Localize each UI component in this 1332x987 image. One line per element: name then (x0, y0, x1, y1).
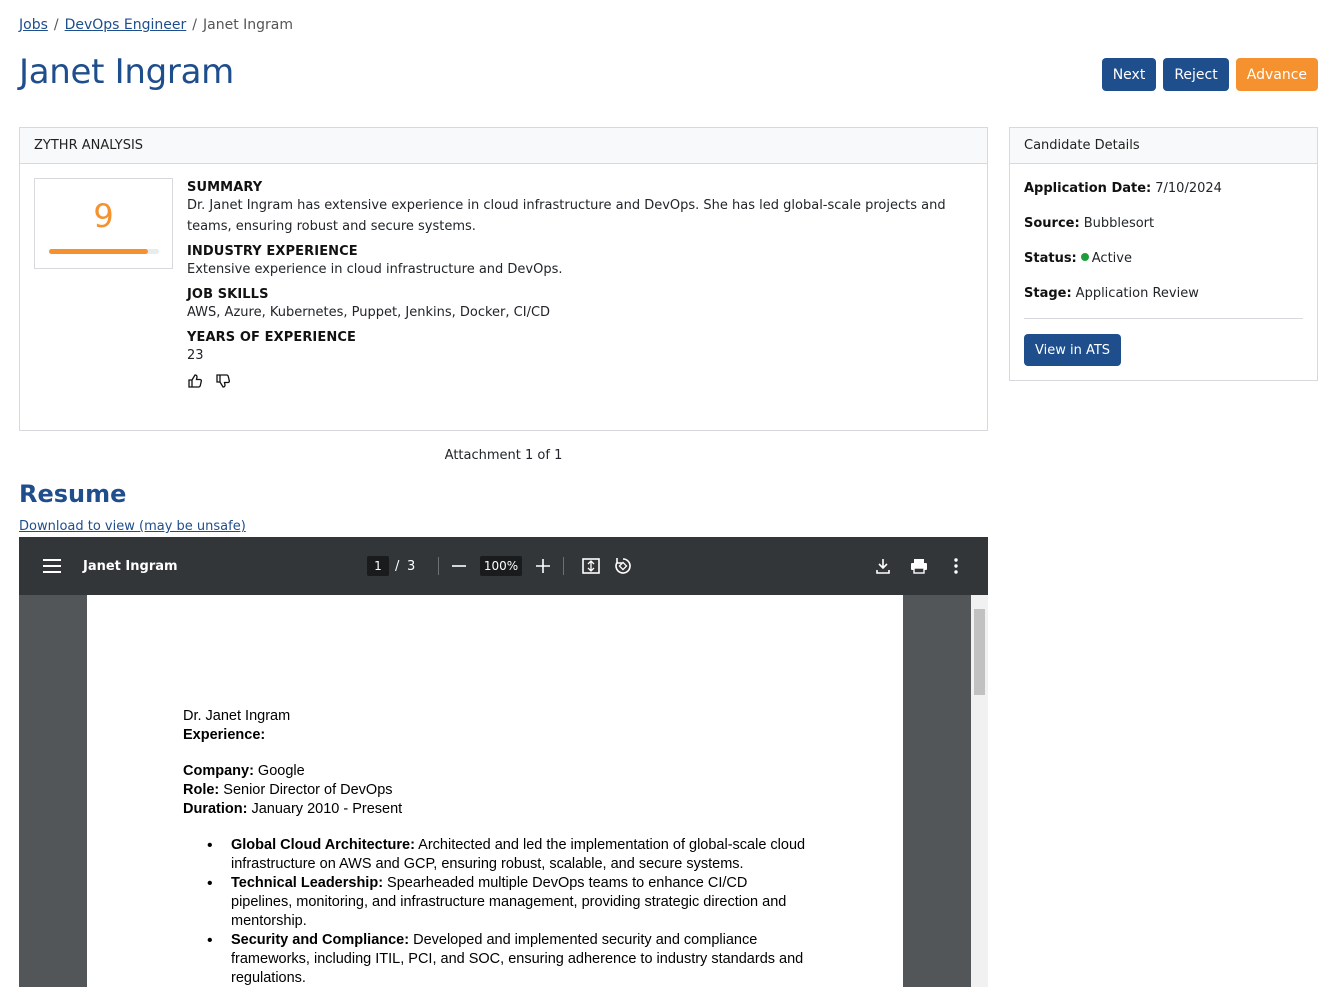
pdf-zoom-input[interactable]: 100% (480, 556, 522, 576)
breadcrumb-jobs-link[interactable]: Jobs (19, 17, 48, 33)
industry-heading: INDUSTRY EXPERIENCE (187, 244, 358, 259)
candidate-actions (1102, 58, 1318, 91)
zoom-in-icon[interactable] (536, 537, 550, 595)
breadcrumb-separator: / (53, 17, 59, 33)
summary-text: Dr. Janet Ingram has extensive experience in cloud infrastructure and DevOps. She has led global-scale projects and teams, ensuring robust and secure systems. (187, 198, 946, 234)
pdf-page-field (367, 537, 389, 595)
summary-heading: SUMMARY (187, 180, 263, 195)
reject-button[interactable]: Reject (1163, 58, 1228, 91)
years-heading: YEARS OF EXPERIENCE (187, 330, 356, 345)
application-date-row (1024, 181, 1222, 196)
menu-icon[interactable] (43, 537, 61, 595)
list-item: • Security and Compliance: Developed and implemented security and compliance frameworks, including ITIL, PCI, and SOC, ensuring adherence to industry standards and regulations. (207, 931, 807, 987)
resume-company-line: Company: Google (183, 763, 305, 779)
source-row (1024, 216, 1154, 231)
print-icon[interactable] (910, 537, 928, 595)
details-header: Candidate Details (1010, 128, 1317, 164)
toolbar-divider (563, 537, 564, 595)
source-label: Source: (1024, 216, 1080, 231)
fit-page-icon[interactable] (582, 537, 600, 595)
attachment-counter: Attachment 1 of 1 (444, 448, 563, 463)
list-item: • Global Cloud Architecture: Architected and led the implementation of global-scale cloud infrastructure on AWS and GCP, ensuring robust, scalable, and secure systems. (207, 836, 807, 874)
status-row (1024, 251, 1132, 266)
skills-text: AWS, Azure, Kubernetes, Puppet, Jenkins, Docker, CI/CD (187, 305, 551, 320)
pdf-page-separator: / (395, 558, 400, 574)
status-value: Active (1091, 251, 1132, 266)
years-text: 23 (187, 348, 204, 363)
candidate-details-card (1009, 127, 1318, 381)
source-value: Bubblesort (1083, 216, 1155, 231)
skills-heading: JOB SKILLS (187, 287, 269, 302)
pdf-page-total: 3 (407, 558, 416, 574)
pdf-page (87, 595, 903, 987)
zythr-analysis-card (19, 127, 988, 431)
resume-role-line: Role: Senior Director of DevOps (183, 782, 393, 798)
pdf-title: Janet Ingram (83, 558, 178, 574)
industry-text: Extensive experience in cloud infrastructure and DevOps. (187, 262, 563, 277)
pdf-viewer (19, 537, 988, 987)
score-box (34, 178, 173, 269)
score-bar (49, 249, 159, 254)
score-bar-fill (49, 249, 148, 254)
stage-value: Application Review (1075, 286, 1199, 301)
breadcrumb (19, 17, 293, 33)
breadcrumb-separator: / (192, 17, 197, 33)
stage-label: Stage: (1024, 286, 1072, 301)
application-date-value: 7/10/2024 (1155, 181, 1222, 196)
download-resume-link[interactable]: Download to view (may be unsafe) (19, 519, 246, 534)
resume-name: Dr. Janet Ingram (183, 708, 291, 724)
pdf-scrollbar[interactable] (971, 595, 988, 987)
page-title: Janet Ingram (19, 52, 234, 92)
details-divider (1024, 318, 1303, 319)
status-label: Status: (1024, 251, 1077, 266)
pdf-scrollbar-thumb[interactable] (974, 609, 985, 695)
breadcrumb-job-link[interactable]: DevOps Engineer (64, 17, 187, 33)
thumbs-down-icon[interactable] (215, 373, 231, 393)
download-icon[interactable] (876, 537, 890, 595)
pdf-page-input[interactable]: 1 (367, 556, 389, 576)
pdf-toolbar (19, 537, 988, 595)
rotate-icon[interactable] (614, 537, 632, 595)
score-value: 9 (93, 197, 114, 235)
resume-bullet-list (207, 836, 807, 987)
zoom-out-icon[interactable] (452, 537, 466, 595)
status-dot-icon (1081, 253, 1089, 261)
view-in-ats-button[interactable]: View in ATS (1024, 334, 1121, 366)
pdf-zoom-field (480, 537, 522, 595)
resume-experience-heading: Experience: (183, 727, 266, 743)
breadcrumb-current: Janet Ingram (203, 17, 293, 33)
resume-duration-line: Duration: January 2010 - Present (183, 801, 403, 817)
analysis-header: ZYTHR ANALYSIS (20, 128, 987, 164)
more-options-icon[interactable] (954, 537, 958, 595)
application-date-label: Application Date: (1024, 181, 1152, 196)
list-item: • Technical Leadership: Spearheaded multiple DevOps teams to enhance CI/CD pipelines, monitoring, and infrastructure management, providing strategic direction and mentorship. (207, 874, 807, 931)
analysis-body (187, 180, 977, 393)
advance-button[interactable]: Advance (1236, 58, 1318, 91)
thumbs-up-icon[interactable] (187, 373, 203, 393)
resume-heading: Resume (19, 480, 127, 508)
stage-row (1024, 286, 1199, 301)
toolbar-divider (438, 537, 439, 595)
feedback-controls (187, 373, 977, 393)
next-button[interactable]: Next (1102, 58, 1157, 91)
